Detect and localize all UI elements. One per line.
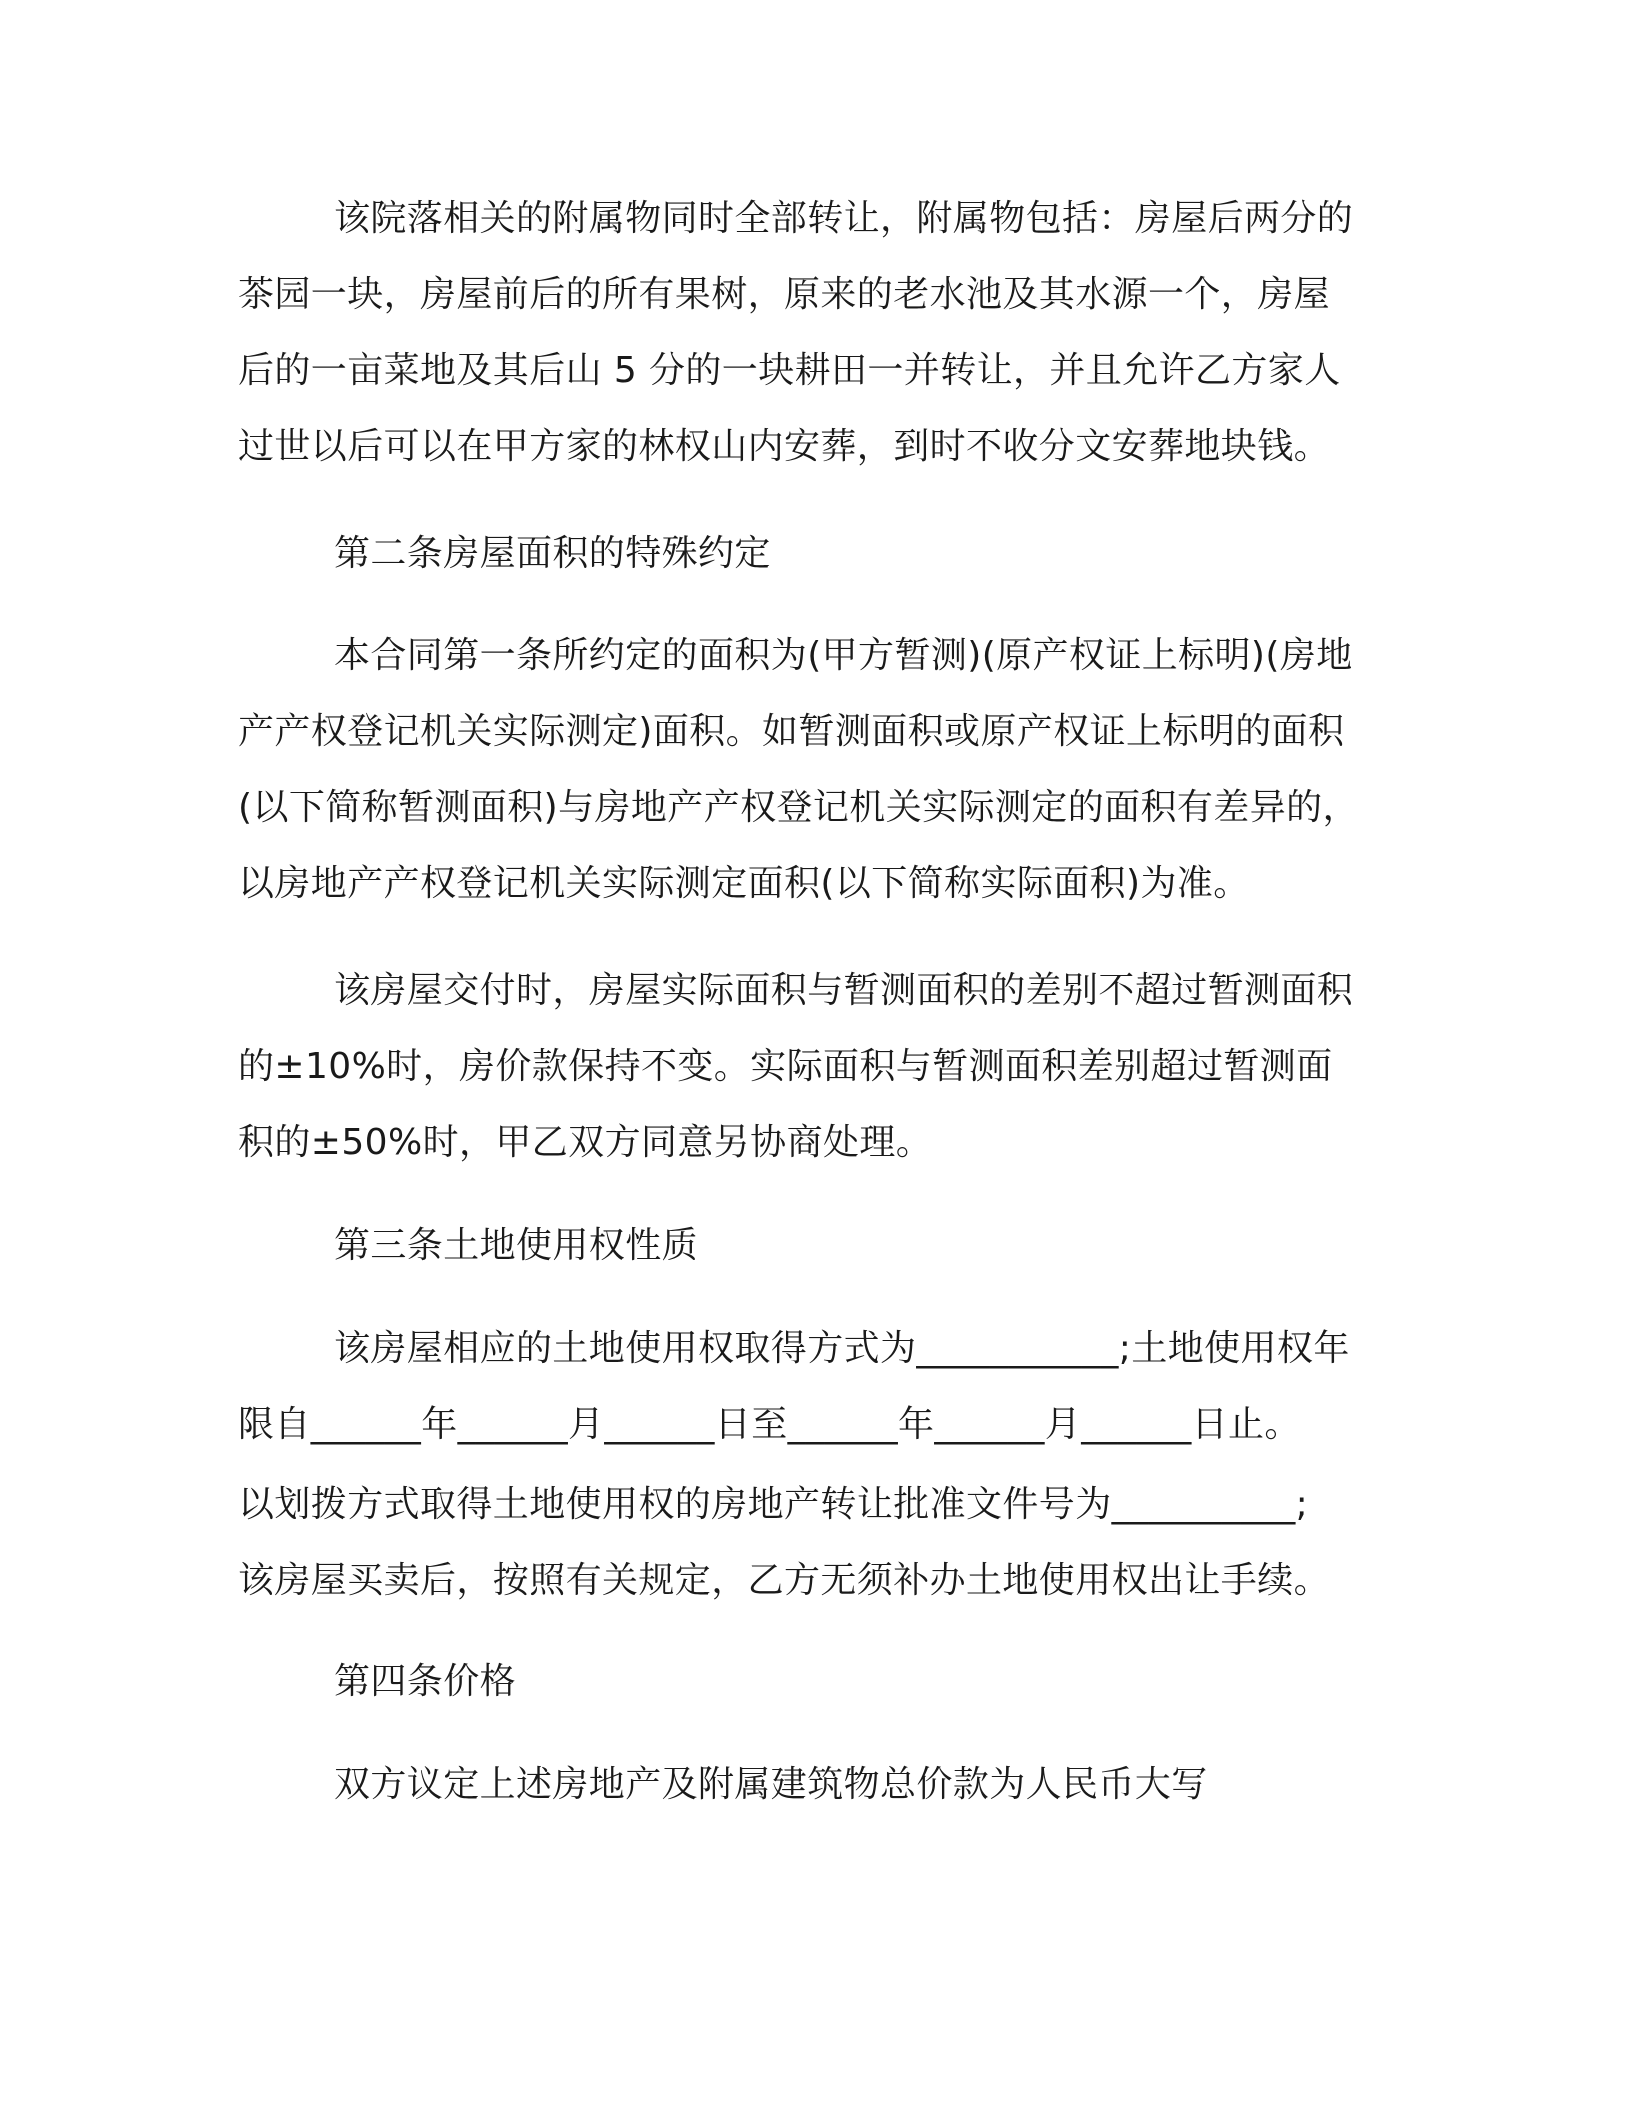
text-line: 该房屋相应的土地使用权取得方式为___________;土地使用权年 [334,1328,1350,1369]
text-line: 本合同第一条所约定的面积为(甲方暂测)(原产权证上标明)(房地 [334,635,1353,676]
text-line: 后的一亩菜地及其后山 5 分的一块耕田一并转让，并且允许乙方家人 [238,350,1341,391]
heading-text: 第二条房屋面积的特殊约定 [334,533,771,574]
text-line: 双方议定上述房地产及附属建筑物总价款为人民币大写 [334,1764,1208,1805]
text-line: 产产权登记机关实际测定)面积。如暂测面积或原产权证上标明的面积 [238,711,1345,752]
text-line: 该房屋交付时，房屋实际面积与暂测面积的差别不超过暂测面积 [334,970,1354,1011]
text-line: 积的±50%时，甲乙双方同意另协商处理。 [238,1122,933,1163]
text-line: 过世以后可以在甲方家的林权山内安葬，到时不收分文安葬地块钱。 [238,426,1331,467]
text-line: 限自______年______月______日至______年______月______日止。 [238,1404,1301,1445]
text-line: 以划拨方式取得土地使用权的房地产转让批准文件号为__________; [238,1484,1309,1525]
heading-text: 第四条价格 [334,1661,517,1702]
text-line: 的±10%时，房价款保持不变。实际面积与暂测面积差别超过暂测面 [238,1046,1333,1087]
text-line: 茶园一块，房屋前后的所有果树，原来的老水池及其水源一个，房屋 [238,274,1331,315]
text-line: (以下简称暂测面积)与房地产产权登记机关实际测定的面积有差异的， [238,787,1359,828]
heading-text: 第三条土地使用权性质 [334,1225,699,1266]
text-line: 该院落相关的附属物同时全部转让，附属物包括：房屋后两分的 [334,198,1354,239]
text-line: 该房屋买卖后，按照有关规定，乙方无须补办土地使用权出让手续。 [238,1560,1331,1601]
text-line: 以房地产产权登记机关实际测定面积(以下简称实际面积)为准。 [238,863,1250,904]
